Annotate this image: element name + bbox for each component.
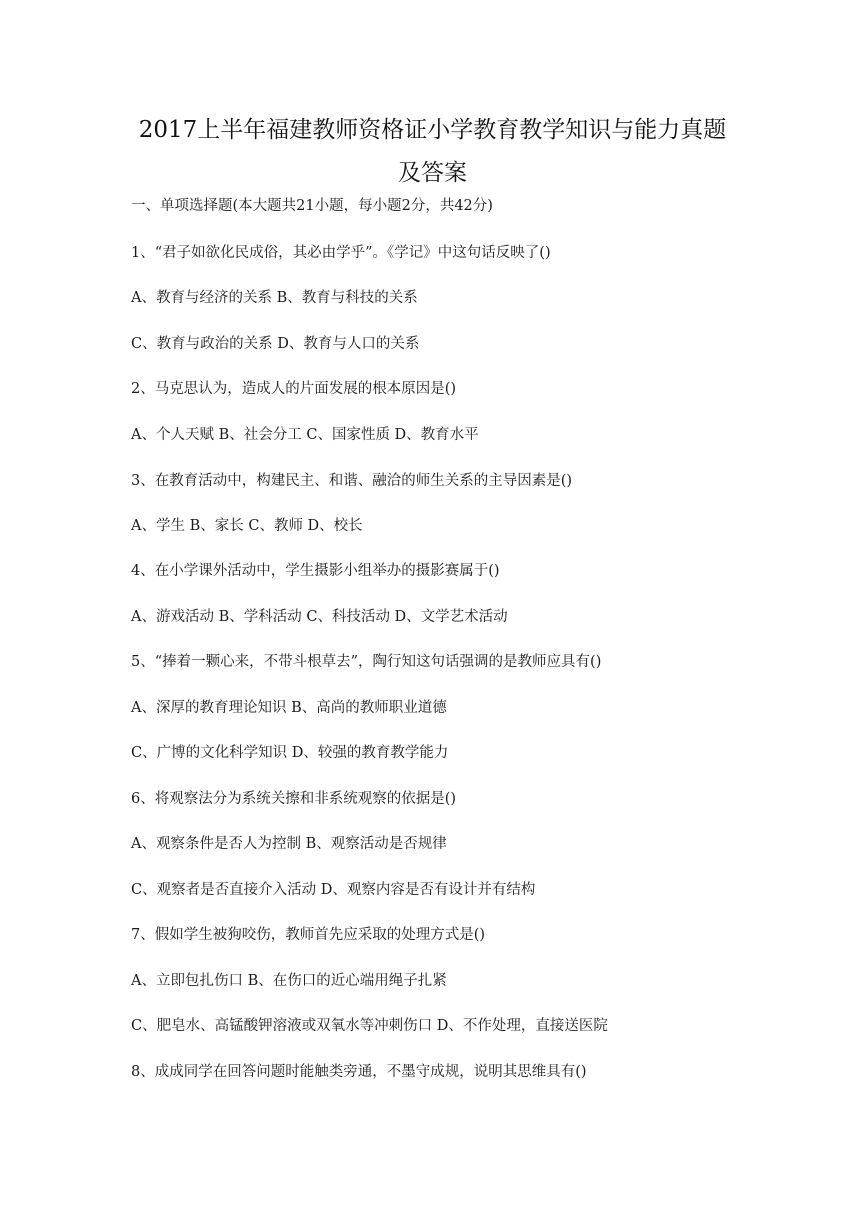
question-4: 4、在小学课外活动中，学生摄影小组举办的摄影赛属于(): [131, 563, 500, 579]
question-5-options-ab: A、深厚的教育理论知识 B、高尚的教师职业道德: [131, 700, 447, 716]
question-1-options-cd: C、教育与政治的关系 D、教育与人口的关系: [131, 336, 420, 352]
question-2: 2、马克思认为，造成人的片面发展的根本原因是(): [131, 381, 457, 397]
question-7-options-ab: A、立即包扎伤口 B、在伤口的近心端用绳子扎紧: [131, 973, 447, 989]
question-1-options-ab: A、教育与经济的关系 B、教育与科技的关系: [131, 290, 418, 306]
question-7: 7、假如学生被狗咬伤，教师首先应采取的处理方式是(): [131, 927, 486, 943]
question-4-options: A、游戏活动 B、学科活动 C、科技活动 D、文学艺术活动: [131, 609, 508, 625]
question-2-options: A、个人天赋 B、社会分工 C、国家性质 D、教育水平: [131, 427, 479, 443]
question-6: 6、将观察法分为系统关擦和非系统观察的依据是(): [131, 791, 457, 807]
question-7-options-cd: C、肥皂水、高锰酸钾溶液或双氧水等冲刺伤口 D、不作处理，直接送医院: [131, 1018, 608, 1034]
question-8: 8、成成同学在回答问题时能触类旁通，不墨守成规，说明其思维具有(): [131, 1064, 587, 1080]
question-6-options-cd: C、观察者是否直接介入活动 D、观察内容是否有设计并有结构: [131, 882, 536, 898]
question-5-options-cd: C、广博的文化科学知识 D、较强的教育教学能力: [131, 745, 449, 761]
question-5: 5、“捧着一颗心来，不带斗根草去”，陶行知这句话强调的是教师应具有(): [131, 654, 602, 670]
document-title-line-1: 2017上半年福建教师资格证小学教育教学知识与能力真题: [138, 117, 727, 143]
document-title-line-2: 及答案: [398, 160, 467, 186]
question-1: 1、“君子如欲化民成俗，其必由学乎”。《学记》中这句话反映了(): [131, 245, 551, 261]
question-6-options-ab: A、观察条件是否人为控制 B、观察活动是否规律: [131, 836, 447, 852]
question-3: 3、在教育活动中，构建民主、和谐、融洽的师生关系的主导因素是(): [131, 473, 573, 489]
section-heading: 一、单项选择题(本大题共21小题，每小题2分，共42分): [131, 198, 493, 214]
question-3-options: A、学生 B、家长 C、教师 D、校长: [131, 518, 363, 534]
